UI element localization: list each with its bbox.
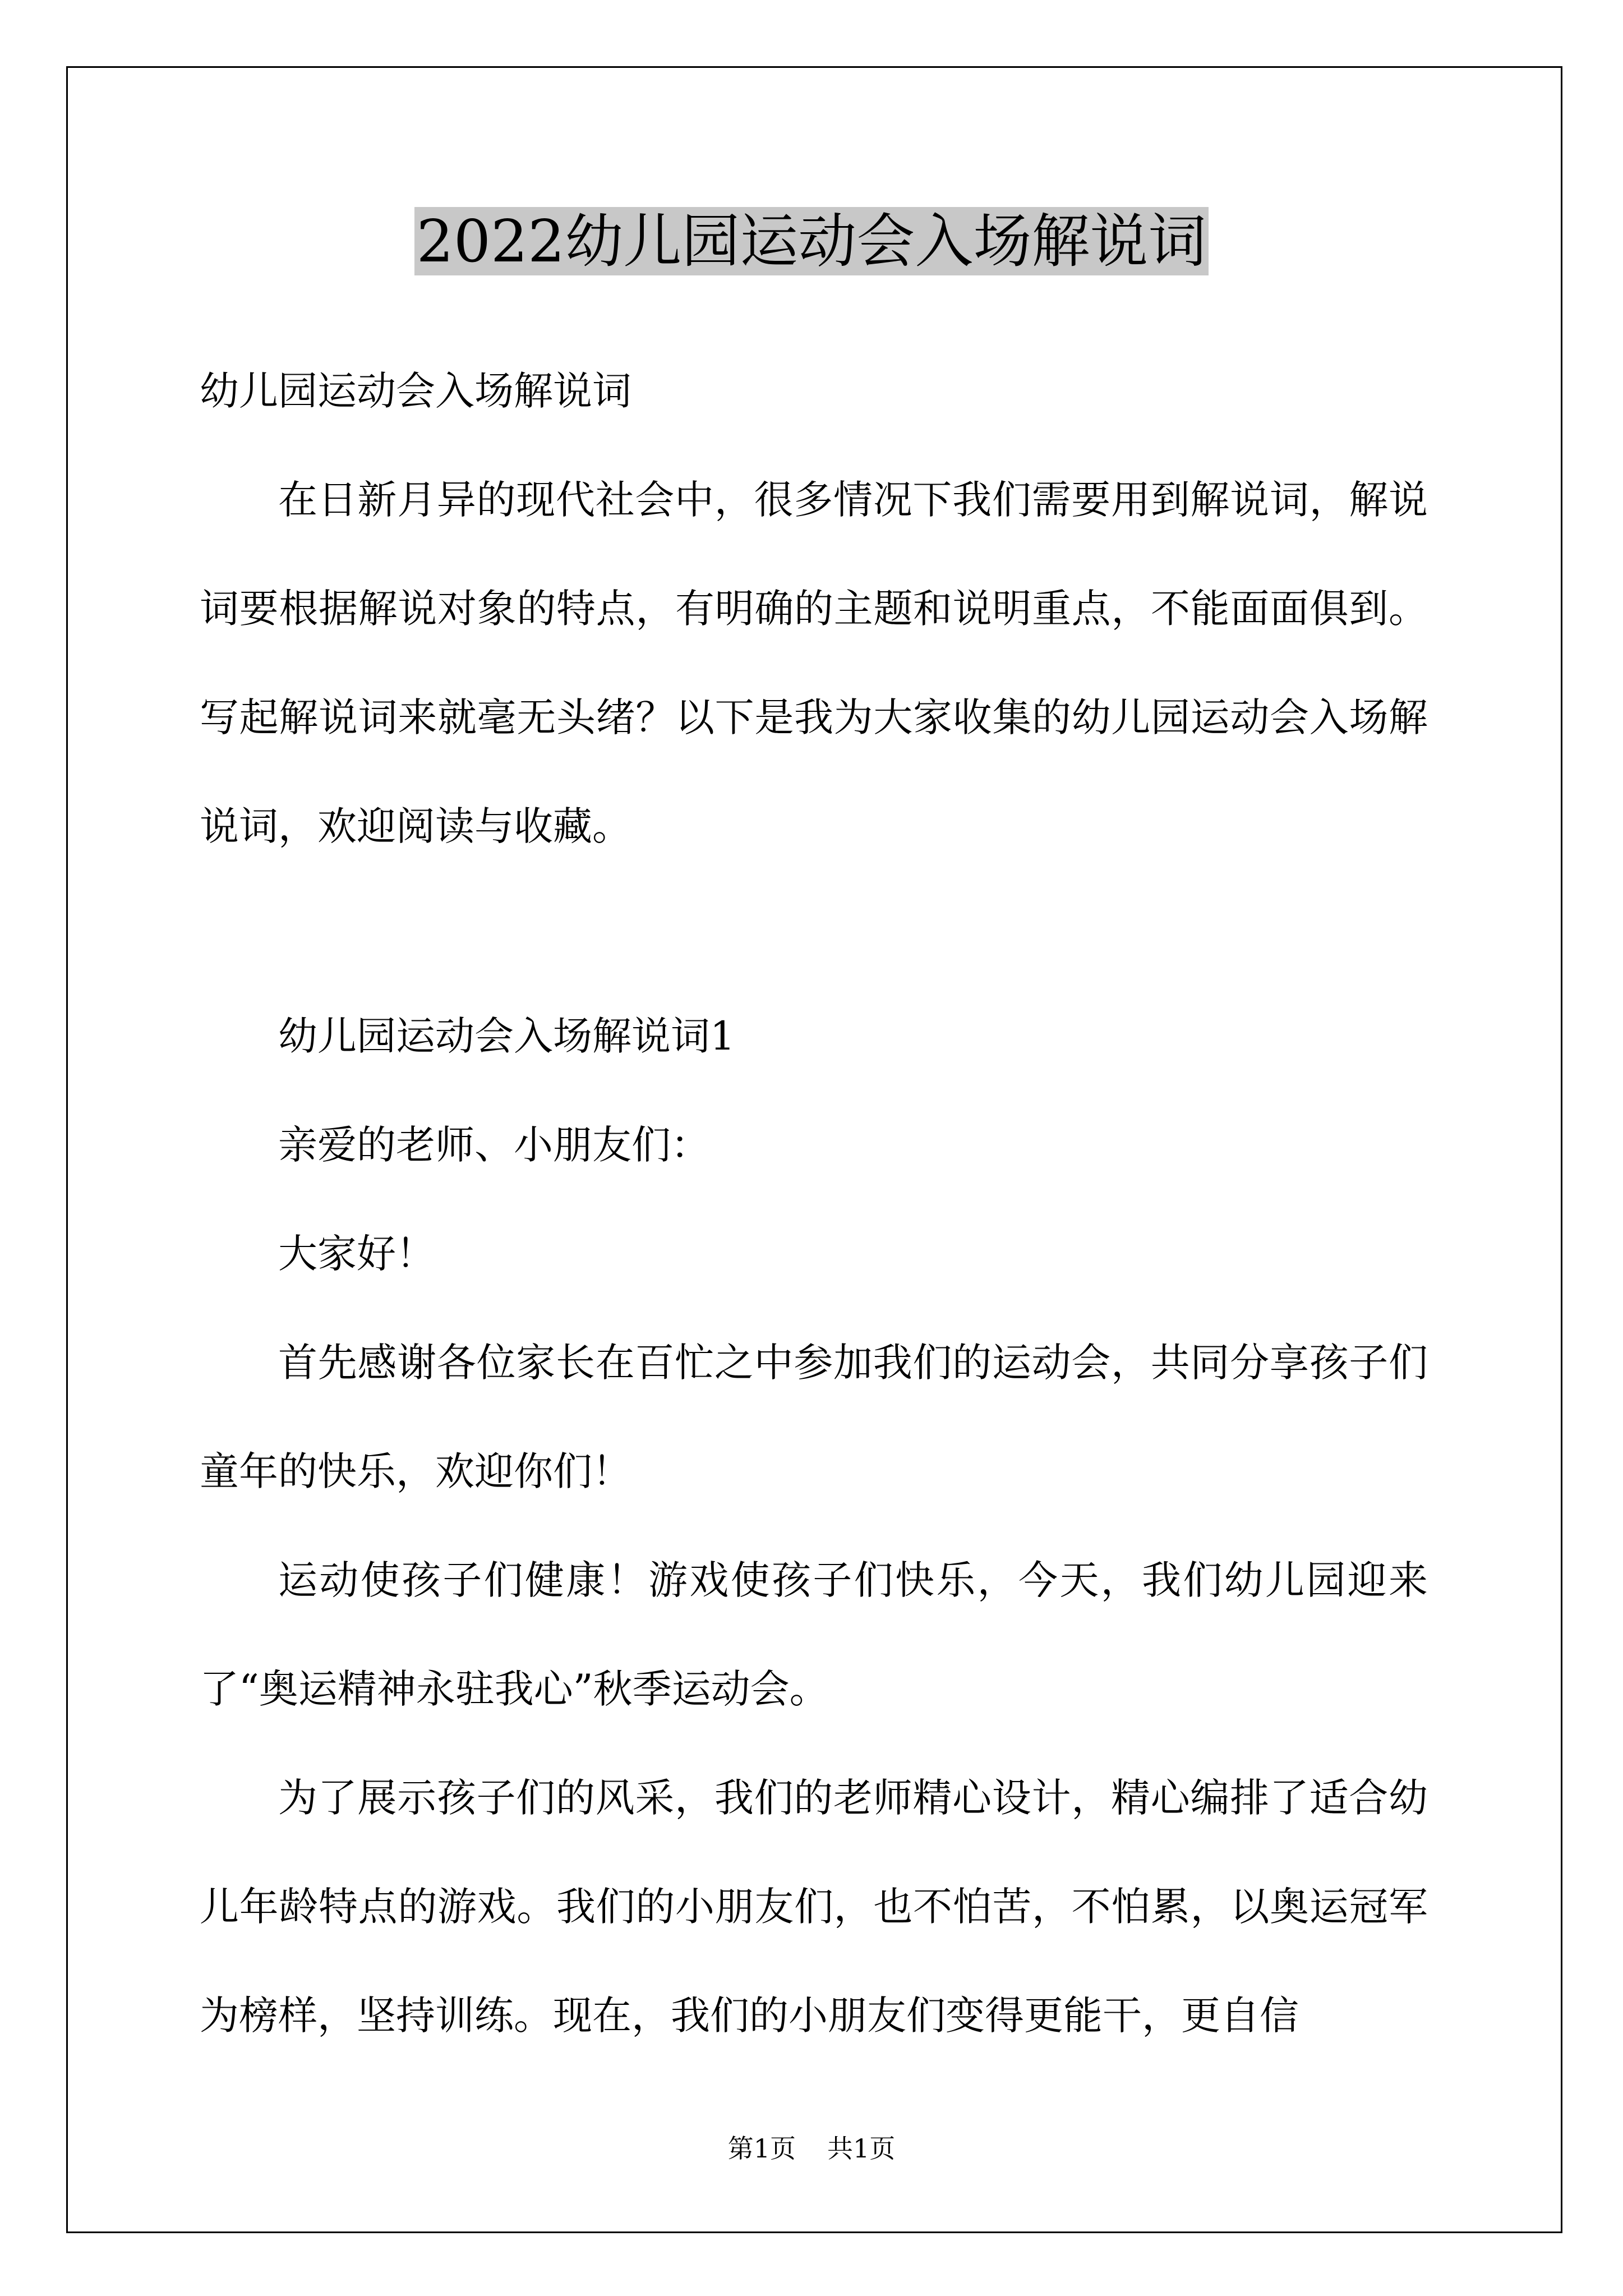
section-heading: 幼儿园运动会入场解说词1 bbox=[278, 1013, 735, 1059]
greeting-paragraph: 大家好！ bbox=[278, 1231, 435, 1277]
salutation-paragraph: 亲爱的老师、小朋友们： bbox=[278, 1122, 710, 1168]
page-total: 共1页 bbox=[827, 2133, 896, 2164]
subtitle-paragraph: 幼儿园运动会入场解说词 bbox=[200, 368, 631, 414]
document-body bbox=[200, 337, 1428, 2070]
body-paragraph: 首先感谢各位家长在百忙之中参加我们的运动会，共同分享孩子们童年的快乐，欢迎你们！ bbox=[200, 1340, 1428, 1494]
page-footer bbox=[0, 2132, 1623, 2165]
intro-paragraph: 在日新月异的现代社会中，很多情况下我们需要用到解说词，解说词要根据解说对象的特点，有明确的主题和说明重点，不能面面俱到。写起解说词来就毫无头绪？以下是我为大家收集的幼儿园运动会入场解说词，欢迎阅读与收藏。 bbox=[200, 477, 1428, 849]
page-number: 第1页 bbox=[727, 2133, 796, 2164]
paragraph-gap bbox=[200, 881, 1428, 982]
document-title bbox=[0, 202, 1623, 280]
body-paragraph: 为了展示孩子们的风采，我们的老师精心设计，精心编排了适合幼儿年龄特点的游戏。我们的小朋友们，也不怕苦，不怕累，以奥运冠军为榜样，坚持训练。现在，我们的小朋友们变得更能干，更自信 bbox=[200, 1775, 1428, 2039]
document-title-text: 2022幼儿园运动会入场解说词 bbox=[414, 207, 1209, 275]
body-paragraph: 运动使孩子们健康！游戏使孩子们快乐，今天，我们幼儿园迎来了“奥运精神永驻我心”秋季运动会。 bbox=[200, 1557, 1428, 1712]
